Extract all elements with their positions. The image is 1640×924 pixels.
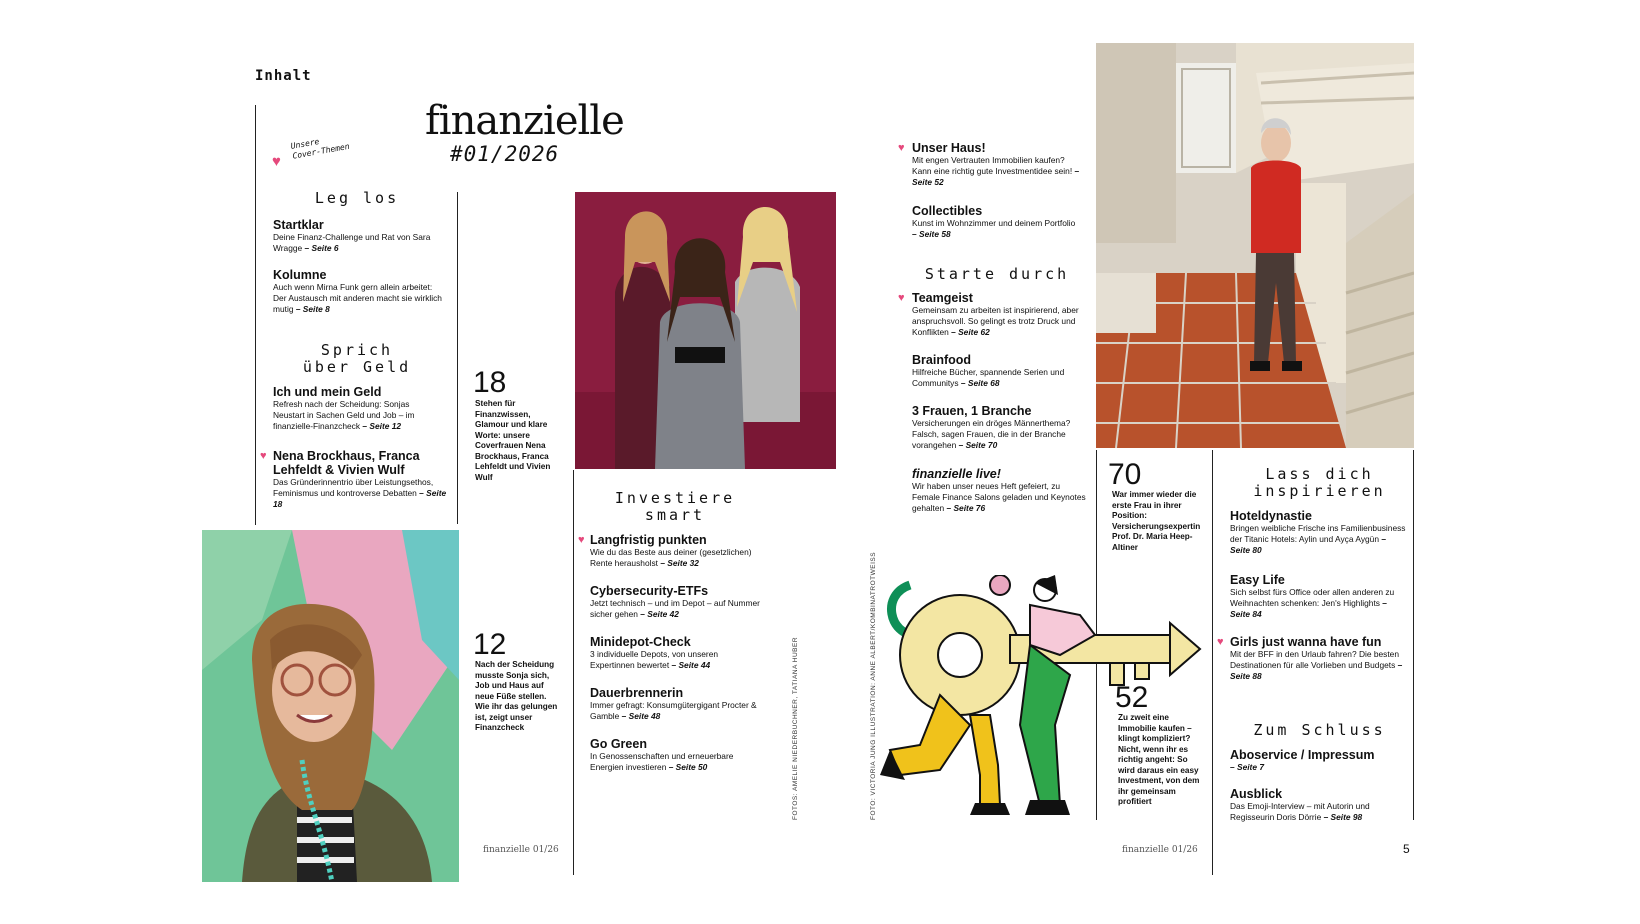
issue-number: #01/2026 [450,142,560,166]
toc-item-startklar[interactable] [273,218,443,254]
callout-text: Stehen für Finanzwissen, Glamour und klare Worte: unsere Coverfrauen Nena Brockhaus, Franca Lehfeldt und Vivien Wulf [475,399,551,482]
section-title-investiere: Investiere smart [614,489,736,524]
toc-item-go-green[interactable] [590,737,760,773]
toc-item-title: Go Green [590,737,647,751]
toc-item-desc: Gemeinsam zu arbeiten ist inspirierend, aber anspruchsvoll. So gelingt es trotz Druck und Konflikten – Seite 62 [912,305,1079,337]
toc-item-desc: In Genossenschaften und erneuerbare Energien investieren – Seite 50 [590,751,734,772]
heart-icon: ♥ [578,534,585,546]
toc-item-title: Nena Brockhaus, Franca Lehfeldt & Vivien Wulf [273,449,420,477]
toc-item-title: Collectibles [912,204,983,218]
toc-item-desc: Wie du das Beste aus deiner (gesetzlichen) Rente herausholst – Seite 32 [590,547,752,568]
toc-item-title: finanzielle live! [912,467,1001,481]
toc-item-desc: Das Emoji-Interview – mit Autorin und Regisseurin Doris Dörrie – Seite 98 [1230,801,1370,822]
toc-item-title: Ausblick [1230,787,1283,801]
section-title-leg-los: Leg los [314,189,400,207]
callout-number: 70 [1108,458,1142,491]
toc-item-aboservice[interactable] [1230,748,1408,773]
photo-sonja [202,530,459,882]
toc-item-desc: Hilfreiche Bücher, spannende Serien und Communitys – Seite 68 [912,367,1065,388]
magazine-logo: finanzielle [425,98,624,144]
toc-item-desc: Deine Finanz-Challenge und Rat von Sara Wragge – Seite 6 [273,232,431,253]
toc-item-title: Unser Haus! [912,141,986,155]
page-number: 5 [1403,842,1410,856]
toc-item-nena-brockhaus[interactable] [273,449,448,510]
toc-item-title: Easy Life [1230,573,1285,587]
section-title-lass: Lass dich inspirieren [1253,465,1386,500]
toc-item-girls-fun[interactable] [1230,635,1408,682]
callout-text: War immer wieder die erste Frau in ihrer Position: Versicherungsexpertin Prof. Dr. Maria Heep-Altiner [1112,490,1201,552]
toc-item-brainfood[interactable] [912,353,1084,389]
toc-item-desc: Wir haben unser neues Heft gefeiert, zu Female Finance Salons geladen und Keynotes gehalten – Seite 76 [912,481,1086,513]
toc-item-title: Startklar [273,218,324,232]
toc-item-teamgeist[interactable] [912,291,1084,338]
toc-item-title: Hoteldynastie [1230,509,1312,523]
toc-item-minidepot[interactable] [590,635,760,671]
toc-item-desc: Refresh nach der Scheidung: Sonjas Neustart in Sachen Geld und Job – im finanzielle-Finanzcheck – Seite 12 [273,399,415,431]
section-title-sprich: Sprich über Geld [302,341,412,376]
footer-right: finanzielle 01/26 [1122,845,1198,855]
toc-item-kolumne[interactable] [273,268,443,315]
toc-item-ich-und-mein-geld[interactable] [273,385,443,432]
toc-item-title: Ich und mein Geld [273,385,382,399]
toc-item-title: Cybersecurity-ETFs [590,584,709,598]
toc-item-title: Brainfood [912,353,972,367]
toc-item-title: Minidepot-Check [590,635,691,649]
toc-item-desc: Kunst im Wohnzimmer und deinem Portfolio – Seite 58 [912,218,1076,239]
toc-item-desc: Bringen weibliche Frische ins Familienbusiness der Titanic Hotels: Aylin und Ayça Aygün – Seite 80 [1230,523,1406,555]
heart-icon: ♥ [1217,636,1224,648]
toc-item-title: Langfristig punkten [590,533,707,547]
rule-col3 [573,470,574,875]
toc-item-title: Girls just wanna have fun [1230,635,1382,649]
section-title-starte: Starte durch [924,265,1070,283]
photo-maria-heep-altiner [1096,43,1414,448]
heart-icon: ♥ [260,450,267,462]
callout-number: 18 [473,366,507,399]
toc-item-hoteldynastie[interactable] [1230,509,1408,556]
toc-item-desc: 3 individuelle Depots, von unseren Expertinnen bewertet – Seite 44 [590,649,719,670]
toc-item-desc: Jetzt technisch – und im Depot – auf Nummer sicher gehen – Seite 42 [590,598,760,619]
toc-item-desc: Versicherungen ein dröges Männerthema? Falsch, sagen Frauen, die in der Branche vorangehen – Seite 70 [912,418,1071,450]
heart-icon: ♥ [898,142,905,154]
section-title-schluss: Zum Schluss [1253,721,1386,739]
rule-col2 [457,192,458,524]
toc-item-title: Aboservice / Impressum [1230,748,1375,762]
toc-item-3-frauen[interactable] [912,404,1084,451]
toc-item-title: Kolumne [273,268,327,282]
toc-item-desc: Mit der BFF in den Urlaub fahren? Die besten Destinationen für alle Vorlieben und Budgets – Seite 88 [1230,649,1403,681]
toc-item-langfristig[interactable] [590,533,760,569]
toc-item-title: 3 Frauen, 1 Branche [912,404,1032,418]
rule-col6 [1212,450,1213,875]
toc-item-dauerbrennerin[interactable] [590,686,760,722]
toc-item-desc: Immer gefragt: Konsumgütergigant Procter & Gamble – Seite 48 [590,700,757,721]
toc-item-desc: Das Gründerinnentrio über Leistungsethos, Feminismus und kontroverse Debatten – Seite 18 [273,477,447,509]
photo-cover-women [575,192,836,469]
toc-item-ausblick[interactable] [1230,787,1408,823]
toc-item-finanzielle-live[interactable] [912,467,1090,514]
heart-icon: ♥ [272,153,281,170]
photo-credit-right: FOTO: VICTORIA JUNG ILLUSTRATION: ANNE ALBERT/KOMBINATROTWEISS [870,551,877,820]
toc-item-desc: Auch wenn Mirna Funk gern allein arbeitet: Der Austausch mit anderen macht sie wirklich mutig – Seite 8 [273,282,442,314]
toc-item-title: Teamgeist [912,291,973,305]
footer-left: finanzielle 01/26 [483,845,559,855]
toc-item-desc: Mit engen Vertrauten Immobilien kaufen? Kann eine richtig gute Investmentidee sein! – Seite 52 [912,155,1080,187]
toc-item-collectibles[interactable] [912,204,1082,240]
photo-credit-left: FOTOS: AMELIE NIEDERBUCHNER, TATIANA HUBER [792,636,799,820]
heart-icon: ♥ [898,292,905,304]
rule-left [255,105,256,525]
toc-item-easy-life[interactable] [1230,573,1408,620]
toc-item-unser-haus[interactable] [912,141,1082,188]
toc-item-desc: – Seite 7 [1230,762,1264,772]
toc-item-cybersecurity[interactable] [590,584,760,620]
cover-themes-note: Unsere Cover-Themen [290,136,351,161]
callout-number: 12 [473,628,507,661]
callout-number: 52 [1115,681,1149,714]
toc-item-desc: Sich selbst fürs Office oder allen anderen zu Weihnachten schenken: Jen's Highlights – Seite 84 [1230,587,1395,619]
section-label-inhalt: Inhalt [255,68,312,84]
callout-text: Nach der Scheidung musste Sonja sich, Job und Haus auf neue Füße stellen. Wie ihr das gelungen ist, zeigt unser Finanzcheck [475,660,558,732]
toc-item-title: Dauerbrennerin [590,686,684,700]
rule-right [1413,450,1414,820]
callout-text: Zu zweit eine Immobilie kaufen – klingt kompliziert? Nicht, wenn ihr es richtig angeht: So wird daraus ein easy Investment, von dem ihr gemeinsam profitiert [1118,713,1200,806]
